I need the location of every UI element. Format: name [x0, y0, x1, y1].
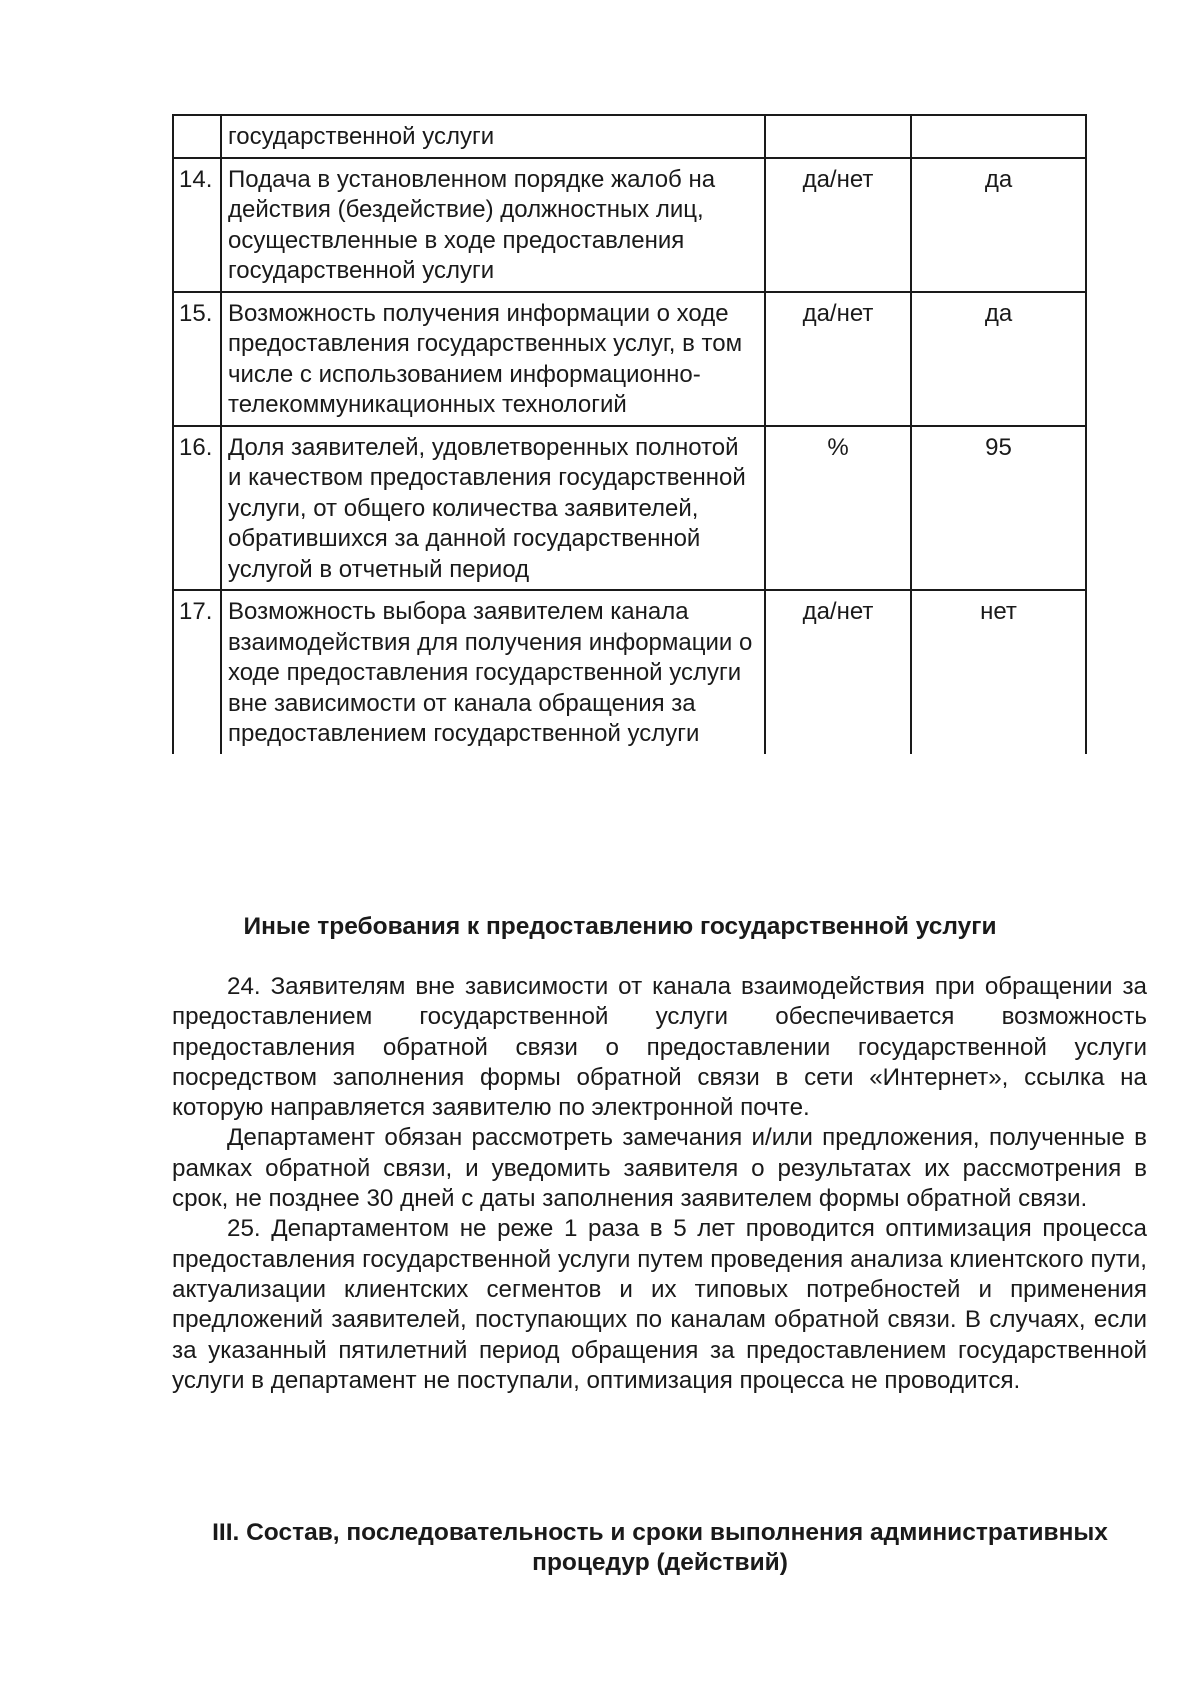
row-unit: да/нет — [765, 292, 911, 426]
section-heading: Иные требования к предоставлению государственной услуги — [243, 913, 997, 940]
row-unit: да/нет — [765, 158, 911, 292]
paragraph: 25. Департаментом не реже 1 раза в 5 лет проводится оптимизация процесса предоставления государственной услуги путем проведения анализа клиентского пути, актуализации клиентских сегментов и их типовых потребностей и применения предложений заявителей, поступающих по каналам обратной связи. В случаях, если за указанный пятилетний период обращения за предоставлением государственной услуги в департамент не поступали, оптимизация процесса не проводится. — [172, 1215, 1147, 1394]
row-text: Доля заявителей, удовлетворенных полнотой и качеством предоставления государственной услуги, от общего количества заявителей, обратившихся за данной государственной услугой в отчетный период — [221, 426, 765, 591]
row-unit: % — [765, 426, 911, 591]
table-row — [173, 115, 1086, 158]
row-number — [173, 115, 221, 158]
row-number: 14. — [173, 158, 221, 292]
table-row — [173, 590, 1086, 754]
paragraph: 24. Заявителям вне зависимости от канала взаимодействия при обращении за предоставлением государственной услуги обеспечивается возможность предоставления обратной связи о предоставлении государственной услуги посредством заполнения формы обратной связи в сети «Интернет», ссылка на которую направляется заявителю по электронной почте. — [172, 973, 1147, 1122]
table-row — [173, 158, 1086, 292]
row-number: 15. — [173, 292, 221, 426]
row-text: Возможность получения информации о ходе предоставления государственных услуг, в том числе с использованием информационно-телекоммуникационных технологий — [221, 292, 765, 426]
row-unit: да/нет — [765, 590, 911, 754]
row-unit — [765, 115, 911, 158]
row-value: нет — [911, 590, 1086, 754]
row-text: Подача в установленном порядке жалоб на действия (бездействие) должностных лиц, осуществленные в ходе предоставления государственной услуги — [221, 158, 765, 292]
row-text: государственной услуги — [221, 115, 765, 158]
row-text: Возможность выбора заявителем канала взаимодействия для получения информации о ходе предоставления государственной услуги вне зависимости от канала обращения за предоставлением государственной услуги — [221, 590, 765, 754]
row-number: 16. — [173, 426, 221, 591]
body-text — [172, 972, 1147, 1396]
row-number: 17. — [173, 590, 221, 754]
chapter-heading: III. Состав, последовательность и сроки выполнения административных процедур (действий) — [212, 1519, 1108, 1576]
row-value — [911, 115, 1086, 158]
row-value: 95 — [911, 426, 1086, 591]
row-value: да — [911, 292, 1086, 426]
row-value: да — [911, 158, 1086, 292]
indicators-table — [172, 114, 1087, 754]
paragraph: Департамент обязан рассмотреть замечания и/или предложения, полученные в рамках обратной связи, и уведомить заявителя о результатах их рассмотрения в срок, не позднее 30 дней с даты заполнения заявителем формы обратной связи. — [172, 1124, 1147, 1213]
table-row — [173, 292, 1086, 426]
table-row — [173, 426, 1086, 591]
